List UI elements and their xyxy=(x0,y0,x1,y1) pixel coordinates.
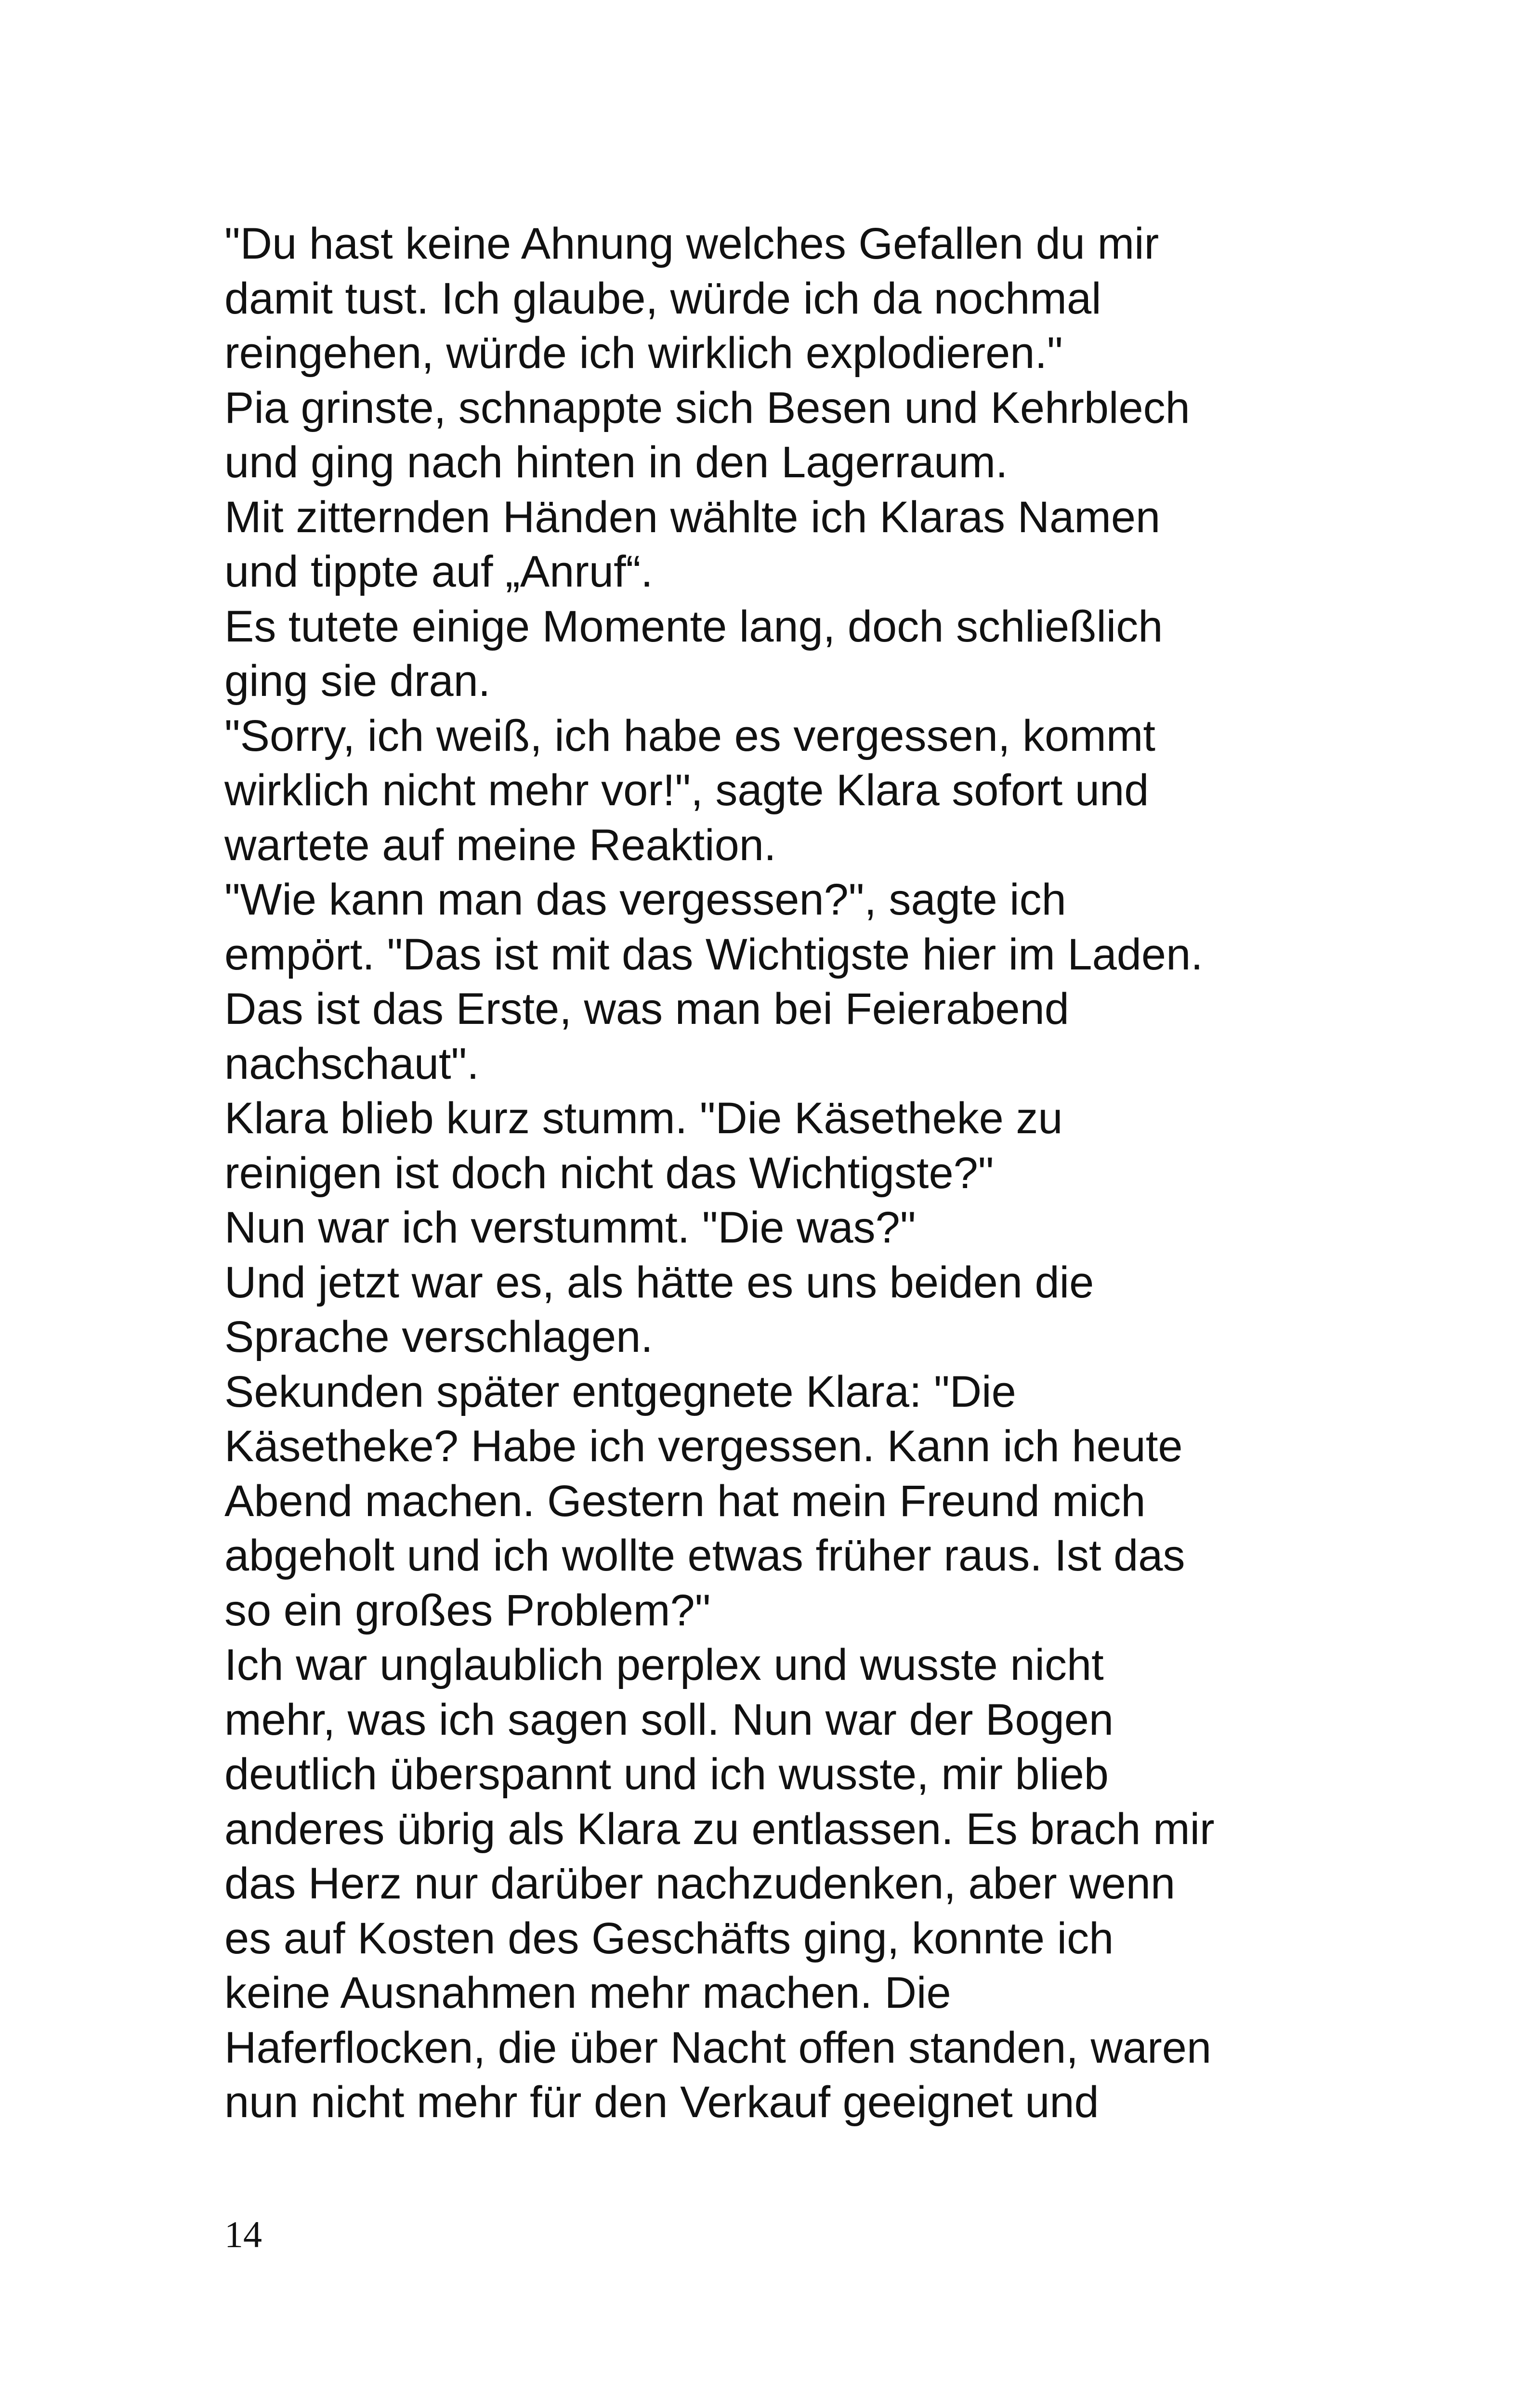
text-line: Es tutete einige Momente lang, doch schließlich xyxy=(224,602,1163,651)
text-line: Haferflocken, die über Nacht offen standen, waren xyxy=(224,2023,1212,2072)
text-line: nun nicht mehr für den Verkauf geeignet und xyxy=(224,2078,1099,2127)
text-line: so ein großes Problem?" xyxy=(224,1585,711,1635)
text-line: abgeholt und ich wollte etwas früher raus. Ist das xyxy=(224,1531,1185,1580)
text-line: "Sorry, ich weiß, ich habe es vergessen, kommt xyxy=(224,711,1155,760)
text-line: Sprache verschlagen. xyxy=(224,1312,653,1361)
text-line: "Wie kann man das vergessen?", sagte ich xyxy=(224,875,1066,924)
text-line: Abend machen. Gestern hat mein Freund mich xyxy=(224,1476,1146,1526)
text-line: "Du hast keine Ahnung welches Gefallen du mir xyxy=(224,219,1159,268)
text-line: wartete auf meine Reaktion. xyxy=(224,820,776,870)
text-line: und tippte auf „Anruf“. xyxy=(224,547,653,596)
text-line: Klara blieb kurz stumm. "Die Käsetheke zu xyxy=(224,1094,1063,1143)
text-line: Sekunden später entgegnete Klara: "Die xyxy=(224,1367,1016,1416)
text-line: damit tust. Ich glaube, würde ich da nochmal xyxy=(224,274,1101,323)
text-line: reinigen ist doch nicht das Wichtigste?" xyxy=(224,1148,994,1198)
text-line: wirklich nicht mehr vor!", sagte Klara sofort und xyxy=(224,766,1149,815)
text-line: es auf Kosten des Geschäfts ging, konnte ich xyxy=(224,1913,1114,1963)
body-text xyxy=(224,217,1332,2130)
page-number: 14 xyxy=(224,2213,262,2255)
text-line: Das ist das Erste, was man bei Feierabend xyxy=(224,984,1069,1034)
text-line: anderes übrig als Klara zu entlassen. Es brach mir xyxy=(224,1804,1215,1854)
text-line: und ging nach hinten in den Lagerraum. xyxy=(224,438,1008,487)
text-line: das Herz nur darüber nachzudenken, aber wenn xyxy=(224,1859,1176,1908)
text-line: Käsetheke? Habe ich vergessen. Kann ich heute xyxy=(224,1422,1183,1471)
text-line: deutlich überspannt und ich wusste, mir blieb xyxy=(224,1750,1109,1799)
text-line: reingehen, würde ich wirklich explodieren." xyxy=(224,328,1063,378)
text-line: Pia grinste, schnappte sich Besen und Kehrblech xyxy=(224,383,1190,432)
text-line: ging sie dran. xyxy=(224,656,491,706)
text-line: nachschaut". xyxy=(224,1039,479,1088)
text-line: Nun war ich verstummt. "Die was?" xyxy=(224,1203,916,1252)
text-line: mehr, was ich sagen soll. Nun war der Bogen xyxy=(224,1695,1114,1744)
text-line: empört. "Das ist mit das Wichtigste hier im Laden. xyxy=(224,929,1203,979)
text-line: keine Ausnahmen mehr machen. Die xyxy=(224,1968,951,2017)
text-line: Ich war unglaublich perplex und wusste nicht xyxy=(224,1640,1104,1689)
text-line: Und jetzt war es, als hätte es uns beiden die xyxy=(224,1257,1094,1307)
text-line: Mit zitternden Händen wählte ich Klaras Namen xyxy=(224,492,1161,542)
